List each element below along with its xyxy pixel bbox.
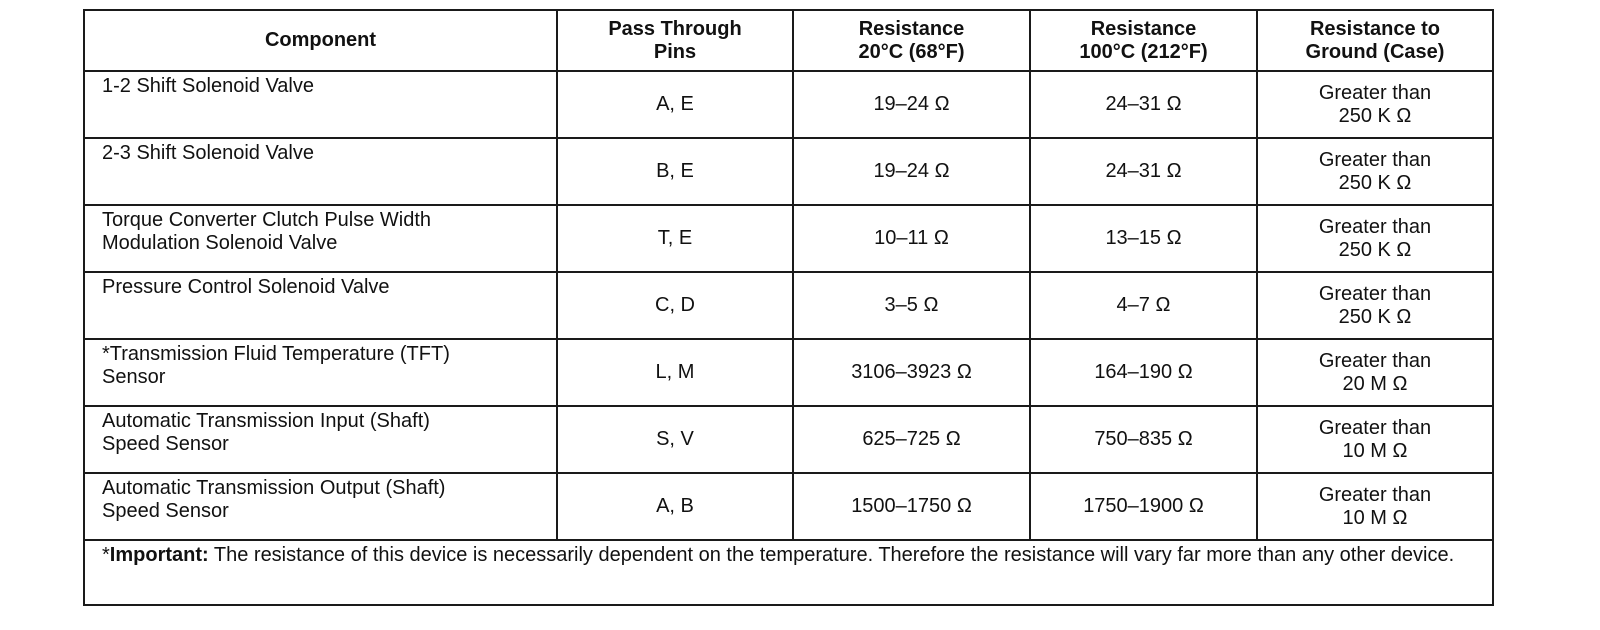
pins-cell: A, B bbox=[557, 473, 793, 540]
table-row bbox=[84, 406, 1493, 473]
table-row bbox=[84, 138, 1493, 205]
component-cell: Pressure Control Solenoid Valve bbox=[84, 272, 557, 339]
resistance-20c-cell: 1500–1750 Ω bbox=[793, 473, 1030, 540]
note-row bbox=[84, 540, 1493, 605]
resistance-20c-cell: 10–11 Ω bbox=[793, 205, 1030, 272]
header-pass-through-pins: Pass Through Pins bbox=[557, 10, 793, 71]
component-cell: 1-2 Shift Solenoid Valve bbox=[84, 71, 557, 138]
resistance-20c-cell: 625–725 Ω bbox=[793, 406, 1030, 473]
table-row bbox=[84, 473, 1493, 540]
resistance-100c-cell: 750–835 Ω bbox=[1030, 406, 1257, 473]
ground-resistance-cell: Greater than 20 M Ω bbox=[1257, 339, 1493, 406]
header-row bbox=[84, 10, 1493, 71]
table-row bbox=[84, 205, 1493, 272]
note-asterisk: * bbox=[102, 544, 110, 566]
ground-resistance-cell: Greater than 250 K Ω bbox=[1257, 71, 1493, 138]
important-note bbox=[84, 540, 1493, 605]
header-component: Component bbox=[84, 10, 557, 71]
table-row bbox=[84, 71, 1493, 138]
resistance-100c-cell: 24–31 Ω bbox=[1030, 138, 1257, 205]
component-resistance-table bbox=[83, 9, 1494, 606]
pins-cell: B, E bbox=[557, 138, 793, 205]
component-cell: 2-3 Shift Solenoid Valve bbox=[84, 138, 557, 205]
resistance-20c-cell: 3–5 Ω bbox=[793, 272, 1030, 339]
resistance-20c-cell: 19–24 Ω bbox=[793, 138, 1030, 205]
ground-resistance-cell: Greater than 10 M Ω bbox=[1257, 406, 1493, 473]
resistance-20c-cell: 19–24 Ω bbox=[793, 71, 1030, 138]
header-resistance-to-ground: Resistance to Ground (Case) bbox=[1257, 10, 1493, 71]
component-cell: Automatic Transmission Input (Shaft) Speed Sensor bbox=[84, 406, 557, 473]
note-text: The resistance of this device is necessarily dependent on the temperature. Therefore the resistance will vary far more than any other device. bbox=[208, 544, 1455, 566]
ground-resistance-cell: Greater than 250 K Ω bbox=[1257, 272, 1493, 339]
component-cell: Torque Converter Clutch Pulse Width Modulation Solenoid Valve bbox=[84, 205, 557, 272]
header-resistance-20c: Resistance 20°C (68°F) bbox=[793, 10, 1030, 71]
pins-cell: L, M bbox=[557, 339, 793, 406]
resistance-100c-cell: 4–7 Ω bbox=[1030, 272, 1257, 339]
ground-resistance-cell: Greater than 250 K Ω bbox=[1257, 138, 1493, 205]
resistance-100c-cell: 13–15 Ω bbox=[1030, 205, 1257, 272]
ground-resistance-cell: Greater than 10 M Ω bbox=[1257, 473, 1493, 540]
component-cell: *Transmission Fluid Temperature (TFT) Sensor bbox=[84, 339, 557, 406]
table-row bbox=[84, 339, 1493, 406]
pins-cell: S, V bbox=[557, 406, 793, 473]
component-cell: Automatic Transmission Output (Shaft) Speed Sensor bbox=[84, 473, 557, 540]
resistance-100c-cell: 164–190 Ω bbox=[1030, 339, 1257, 406]
table-row bbox=[84, 272, 1493, 339]
ground-resistance-cell: Greater than 250 K Ω bbox=[1257, 205, 1493, 272]
pins-cell: C, D bbox=[557, 272, 793, 339]
pins-cell: T, E bbox=[557, 205, 793, 272]
resistance-100c-cell: 1750–1900 Ω bbox=[1030, 473, 1257, 540]
resistance-20c-cell: 3106–3923 Ω bbox=[793, 339, 1030, 406]
header-resistance-100c: Resistance 100°C (212°F) bbox=[1030, 10, 1257, 71]
pins-cell: A, E bbox=[557, 71, 793, 138]
resistance-100c-cell: 24–31 Ω bbox=[1030, 71, 1257, 138]
note-label: Important: bbox=[109, 544, 209, 566]
